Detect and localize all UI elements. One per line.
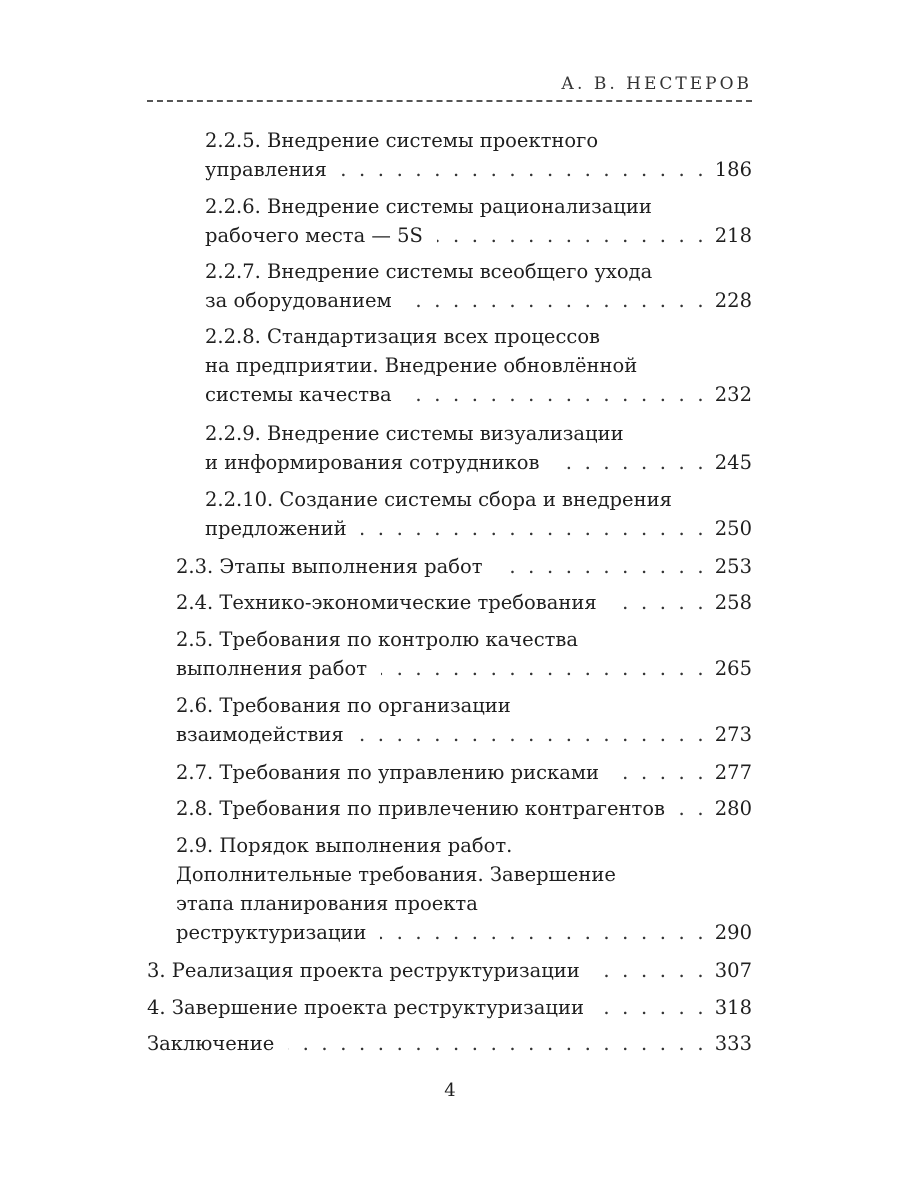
toc-entry-2-6: [176, 691, 752, 749]
toc-entry-2-8: [176, 794, 752, 823]
toc-entry-2-9: [176, 831, 752, 947]
toc-entry-title: системы качества: [205, 383, 392, 406]
toc-entry-2-3: [176, 552, 752, 581]
toc-entry-title: 2.8. Требования по привлечению контрагентов: [176, 797, 666, 820]
toc-entry-title: 3. Реализация проекта реструктуризации: [147, 959, 580, 982]
toc-page-number: 273: [714, 723, 752, 746]
leader-dots: [381, 654, 707, 683]
toc-entry-4: [147, 993, 752, 1022]
toc-entry-title: взаимодействия: [176, 723, 344, 746]
toc-entry-line: на предприятии. Внедрение обновлённой: [205, 354, 638, 377]
leader-dots: [358, 720, 707, 749]
toc-entry-2-2-10: [205, 485, 752, 543]
toc-entry-2-4: [176, 588, 752, 617]
toc-page-number: 232: [714, 383, 752, 406]
toc-entry-2-2-9: [205, 419, 752, 477]
leader-dots: [288, 1029, 706, 1058]
toc-entry-2-2-7: [205, 257, 752, 315]
leader-dots: [598, 993, 707, 1022]
toc-entry-2-2-6: [205, 192, 752, 250]
toc-entry-title: предложений: [205, 517, 347, 540]
toc-page-number: 277: [714, 761, 752, 784]
toc-entry-line: 2.2.8. Стандартизация всех процессов: [205, 325, 601, 348]
toc-entry-title: 2.4. Технико-экономические требования: [176, 591, 597, 614]
toc-entry-line: 2.5. Требования по контролю качества: [176, 628, 579, 651]
toc-page-number: 245: [714, 451, 752, 474]
toc-entry-title: 4. Завершение проекта реструктуризации: [147, 996, 584, 1019]
toc-entry-title: управления: [205, 158, 327, 181]
leader-dots: [497, 552, 707, 581]
page-number: 4: [444, 1080, 456, 1101]
toc-entry-3: [147, 956, 752, 985]
toc-page-number: 333: [714, 1032, 752, 1055]
toc-page-number: 218: [714, 224, 752, 247]
toc-entry-line: 2.2.5. Внедрение системы проектного: [205, 129, 599, 152]
leader-dots: [361, 514, 707, 543]
toc-page-number: 265: [714, 657, 752, 680]
toc-entry-line: Дополнительные требования. Завершение: [176, 863, 616, 886]
toc-entry-2-2-8: [205, 322, 752, 409]
leader-dots: [679, 794, 707, 823]
toc-entry-title: реструктуризации: [176, 921, 367, 944]
toc-entry-title: рабочего места — 5S: [205, 224, 423, 247]
toc-page-number: 228: [714, 289, 752, 312]
toc-entry-title: Заключение: [147, 1032, 275, 1055]
leader-dots: [341, 155, 707, 184]
toc-page-number: 253: [714, 555, 752, 578]
toc-entry-line: этапа планирования проекта: [176, 892, 478, 915]
leader-dots: [406, 286, 707, 315]
toc-page-number: 258: [714, 591, 752, 614]
toc-entry-line: 2.2.9. Внедрение системы визуализации: [205, 422, 624, 445]
toc-page-number: 186: [714, 158, 752, 181]
leader-dots: [380, 918, 706, 947]
toc-entry-title: 2.7. Требования по управлению рисками: [176, 761, 599, 784]
leader-dots: [437, 221, 707, 250]
leader-dots: [406, 380, 707, 409]
header-dashed-rule: [147, 100, 752, 102]
toc-page-number: 290: [714, 921, 752, 944]
toc-entry-title: за оборудованием: [205, 289, 392, 312]
leader-dots: [553, 448, 706, 477]
toc-page-number: 250: [714, 517, 752, 540]
toc-entry-line: 2.2.7. Внедрение системы всеобщего ухода: [205, 260, 653, 283]
toc-entry-title: и информирования сотрудников: [205, 451, 540, 474]
toc-entry-2-5: [176, 625, 752, 683]
toc-entry-line: 2.2.10. Создание системы сбора и внедрения: [205, 488, 672, 511]
toc-entry-title: 2.3. Этапы выполнения работ: [176, 555, 483, 578]
toc-entry-title: выполнения работ: [176, 657, 368, 680]
toc-entry-line: 2.9. Порядок выполнения работ.: [176, 834, 513, 857]
leader-dots: [594, 956, 707, 985]
leader-dots: [613, 758, 707, 787]
running-head-author: А. В. НЕСТЕРОВ: [561, 74, 752, 94]
toc-page-number: 318: [714, 996, 752, 1019]
toc-page-number: 280: [714, 797, 752, 820]
toc-entry-line: 2.2.6. Внедрение системы рационализации: [205, 195, 652, 218]
leader-dots: [611, 588, 707, 617]
toc-entry-2-2-5: [205, 126, 752, 184]
toc-entry-conclusion: [147, 1029, 752, 1058]
toc-entry-line: 2.6. Требования по организации: [176, 694, 511, 717]
toc-entry-2-7: [176, 758, 752, 787]
toc-page-number: 307: [714, 959, 752, 982]
